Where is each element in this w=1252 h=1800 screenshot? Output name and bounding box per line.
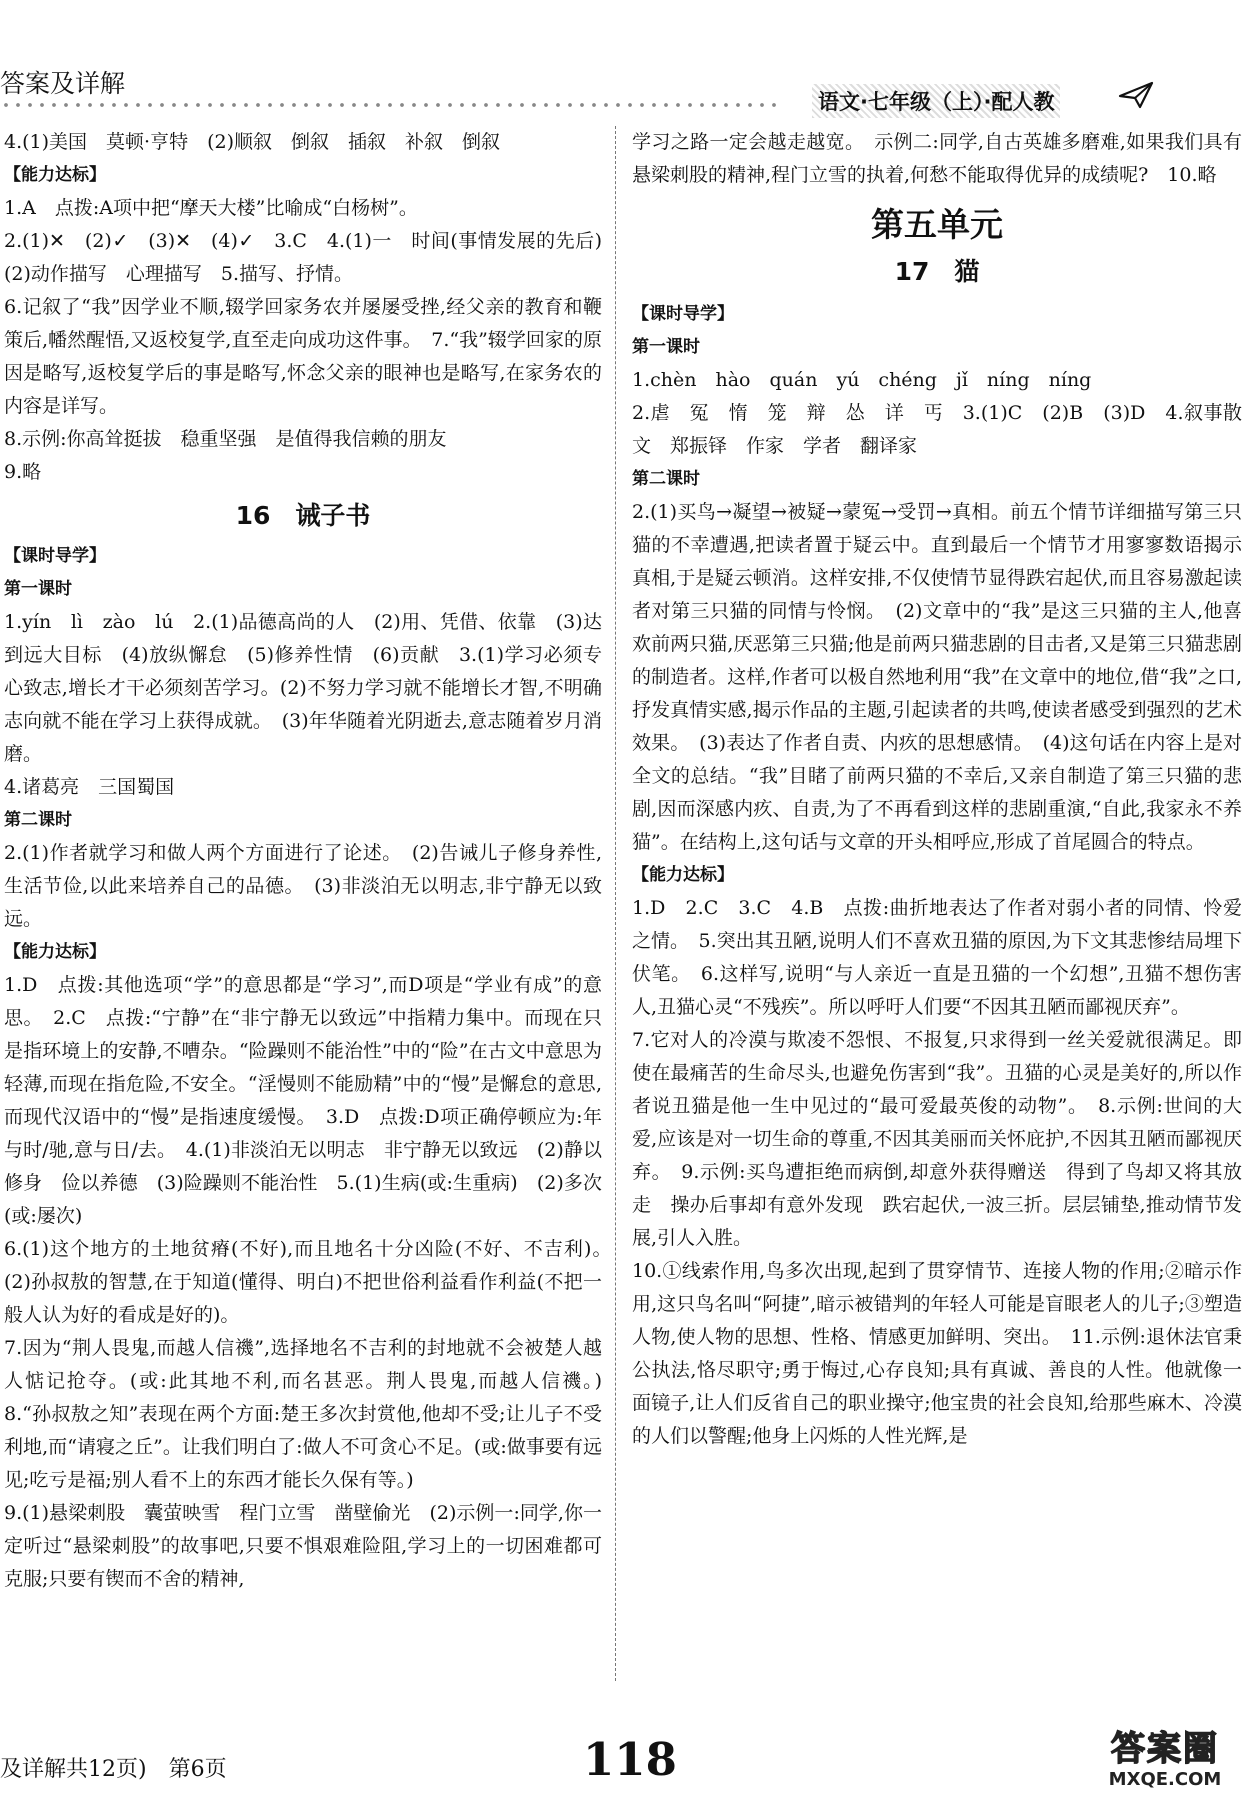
watermark-text: 答案圈 (1111, 1729, 1219, 1769)
answer-paragraph: 4.(1)美国 莫顿·亨特 (2)顺叙 倒叙 插叙 补叙 倒叙 (4, 131, 500, 153)
answer-paragraph: 9.(1)悬梁刺股 囊萤映雪 程门立雪 凿壁偷光 (2)示例一:同学,你一定听过“悬梁刺股”的故事吧,只要不惧艰难险阻,学习上的一切困难都可克服;只要有锲而不舍的精神, (4, 1502, 602, 1590)
subsection-heading: 第一课时 (4, 579, 72, 599)
answer-paragraph: 7.因为“荆人畏鬼,而越人信禨”,选择地名不吉利的封地就不会被楚人越人惦记抢夺。(或:此其地不利,而名甚恶。荆人畏鬼,而越人信禨。) 8.“孙叔敖之知”表现在两个方面:楚王多次封赏他,他却不受;让儿子不受利地,而“请寝之丘”。让我们明白了:做人不可贪心不足。(或:做事要有远见;吃亏是福;别人看不上的东西才能长久保有等。) (4, 1337, 622, 1491)
lesson-title: 16 诫子书 (235, 501, 371, 530)
answer-paragraph: 7.它对人的冷漠与欺凌不怨恨、不报复,只求得到一丝关爱就很满足。即使在最痛苦的生命尽头,也避免伤害到“我”。丑猫的心灵是美好的,所以作者说丑猫是他一生中见过的“最可爱最英俊的动物”。 8.示例:世间的大爱,应该是对一切生命的尊重,不因其美丽而关怀庇护,不因其丑陋而鄙视厌弃。 9.示例:买鸟遭拒绝而病倒,却意外获得赠送 得到了鸟却又将其放走 操办后事却有意外发现 跌宕起伏,一波三折。层层铺垫,推动情节发展,引人入胜。 (632, 1029, 1242, 1249)
watermark-logo (1082, 1728, 1248, 1794)
subsection-heading: 第二课时 (4, 810, 72, 830)
footer-page-info: 及详解共12页) 第6页 (0, 1757, 227, 1782)
unit-title: 第五单元 (871, 205, 1003, 244)
section-heading: 【能力达标】 (4, 165, 106, 185)
answer-paragraph: 9.略 (4, 461, 42, 483)
answer-paragraph: 2.(1)买鸟→凝望→被疑→蒙冤→受罚→真相。前五个情节详细描写第三只猫的不幸遭遇,把读者置于疑云中。直到最后一个情节才用寥寥数语揭示真相,于是疑云顿消。这样安排,不仅使情节显得跌宕起伏,而且容易激起读者对第三只猫的同情与怜悯。 (2)文章中的“我”是这三只猫的主人,他喜欢前两只猫,厌恶第三只猫;他是前两只猫悲剧的目击者,又是第三只猫悲剧的制造者。这样,作者可以极自然地利用“我”在文章中的地位,借“我”之口,抒发真情实感,揭示作品的主题,引起读者的共鸣,使读者感受到强烈的艺术效果。 (3)表达了作者自责、内疚的思想感情。 (4)这句话在内容上是对全文的总结。“我”目睹了前两只猫的不幸后,又亲自制造了第三只猫的悲剧,因而深感内疚、自责,为了不再看到这样的悲剧重演,“自此,我家永不养猫”。在结构上,这句话与文章的开头相呼应,形成了首尾圆合的特点。 (632, 501, 1242, 853)
header-title: 答案及详解 (0, 69, 126, 98)
header-subject: 语文·七年级（上）·配人教 (812, 84, 1060, 118)
watermark-url: MXQE.COM (1108, 1769, 1222, 1790)
answer-paragraph: 1.D 点拨:其他选项“学”的意思都是“学习”,而D项是“学业有成”的意思。 2.C 点拨:“宁静”在“非宁静无以致远”中指精力集中。而现在只是指环境上的安静,不嘈杂。“险躁则不能治性”中的“险”在古文中意思为轻薄,而现在指危险,不安全。“淫慢则不能励精”中的“慢”是懈怠的意思,而现代汉语中的“慢”是指速度缓慢。 3.D 点拨:D项正确停顿应为:年与时/驰,意与日/去。 4.(1)非淡泊无以明志 非宁静无以致远 (2)静以修身 俭以养德 (3)险躁则不能治性 5.(1)生病(或:生重病) (2)多次(或:屡次) (4, 974, 602, 1227)
right-column-body (632, 298, 1242, 1453)
continued-answer: 学习之路一定会越走越宽。 示例二:同学,自古英雄多磨难,如果我们具有悬梁刺股的精神,程门立雪的执着,何愁不能取得优异的成绩呢? 10.略 (632, 131, 1242, 186)
paper-plane-icon (1118, 80, 1154, 110)
answer-paragraph: 2.(1)✕ (2)✓ (3)✕ (4)✓ 3.C 4.(1)一 时间(事情发展的先后) (2)动作描写 心理描写 5.描写、抒情。 (4, 230, 622, 285)
page-number: 118 (583, 1733, 677, 1786)
answer-paragraph: 1.D 2.C 3.C 4.B 点拨:曲折地表达了作者对弱小者的同情、怜爱之情。 5.突出其丑陋,说明人们不喜欢丑猫的原因,为下文其悲惨结局埋下伏笔。 6.这样写,说明“与人亲近一直是丑猫的一个幻想”,丑猫不想伤害人,丑猫心灵“不残疾”。所以呼吁人们要“不因其丑陋而鄙视厌弃”。 (632, 897, 1242, 1018)
answer-paragraph: 6.(1)这个地方的土地贫瘠(不好),而且地名十分凶险(不好、不吉利)。 (2)孙叔敖的智慧,在于知道(懂得、明白)不把世俗利益看作利益(不把一般人认为好的看成是好的)。 (4, 1238, 622, 1326)
subsection-heading: 第二课时 (632, 469, 700, 489)
answer-paragraph: 10.①线索作用,鸟多次出现,起到了贯穿情节、连接人物的作用;②暗示作用,这只鸟名叫“阿捷”,暗示被错判的年轻人可能是盲眼老人的儿子;③塑造人物,使人物的思想、性格、情感更加鲜明、突出。 11.示例:退休法官秉公执法,恪尽职守;勇于悔过,心存良知;具有真诚、善良的人性。他就像一面镜子,让人们反省自己的职业操守;他宝贵的社会良知,给那些麻木、冷漠的人们以警醒;他身上闪烁的人性光辉,是 (632, 1260, 1242, 1447)
section-heading: 【能力达标】 (4, 942, 106, 962)
right-column (632, 126, 1242, 1453)
answer-paragraph: 6.记叙了“我”因学业不顺,辍学回家务农并屡屡受挫,经父亲的教育和鞭策后,幡然醒悟,又返校复学,直至走向成功这件事。 7.“我”辍学回家的原因是略写,返校复学后的事是略写,怀念父亲的眼神也是略写,在家务农的内容是详写。 (4, 296, 602, 417)
answer-paragraph: 2.虐 冤 惰 笼 辩 怂 详 丐 3.(1)C (2)B (3)D 4.叙事散文 郑振铎 作家 学者 翻译家 (632, 402, 1242, 457)
subsection-heading: 第一课时 (632, 337, 700, 357)
header-dotted-rule (0, 102, 780, 108)
answer-paragraph: 8.示例:你高耸挺拔 稳重坚强 是值得我信赖的朋友 (4, 428, 447, 450)
answer-paragraph: 1.yín lì zào lú 2.(1)品德高尚的人 (2)用、凭借、依靠 (3)达到远大目标 (4)放纵懈怠 (5)修养性情 (6)贡献 3.(1)学习必须专心致志,增长才干必须刻苦学习。(2)不努力学习就不能增长才智,不明确志向就不能在学习上获得成就。 (3)年华随着光阴逝去,意志随着岁月消磨。 (4, 611, 602, 765)
section-heading: 【能力达标】 (632, 865, 734, 885)
column-divider (615, 126, 616, 1681)
lesson-title: 17 猫 (894, 257, 980, 286)
answer-paragraph: 1.chèn hào quán yú chéng jǐ níng níng (632, 369, 1092, 391)
answer-paragraph: 1.A 点拨:A项中把“摩天大楼”比喻成“白杨树”。 (4, 197, 418, 219)
answer-paragraph: 2.(1)作者就学习和做人两个方面进行了论述。 (2)告诫儿子修身养性,生活节俭,以此来培养自己的品德。 (3)非淡泊无以明志,非宁静无以致远。 (4, 842, 602, 930)
left-column (4, 126, 622, 1596)
section-heading: 【课时导学】 (4, 546, 106, 566)
section-heading: 【课时导学】 (632, 304, 734, 324)
answer-paragraph: 4.诸葛亮 三国蜀国 (4, 776, 175, 798)
